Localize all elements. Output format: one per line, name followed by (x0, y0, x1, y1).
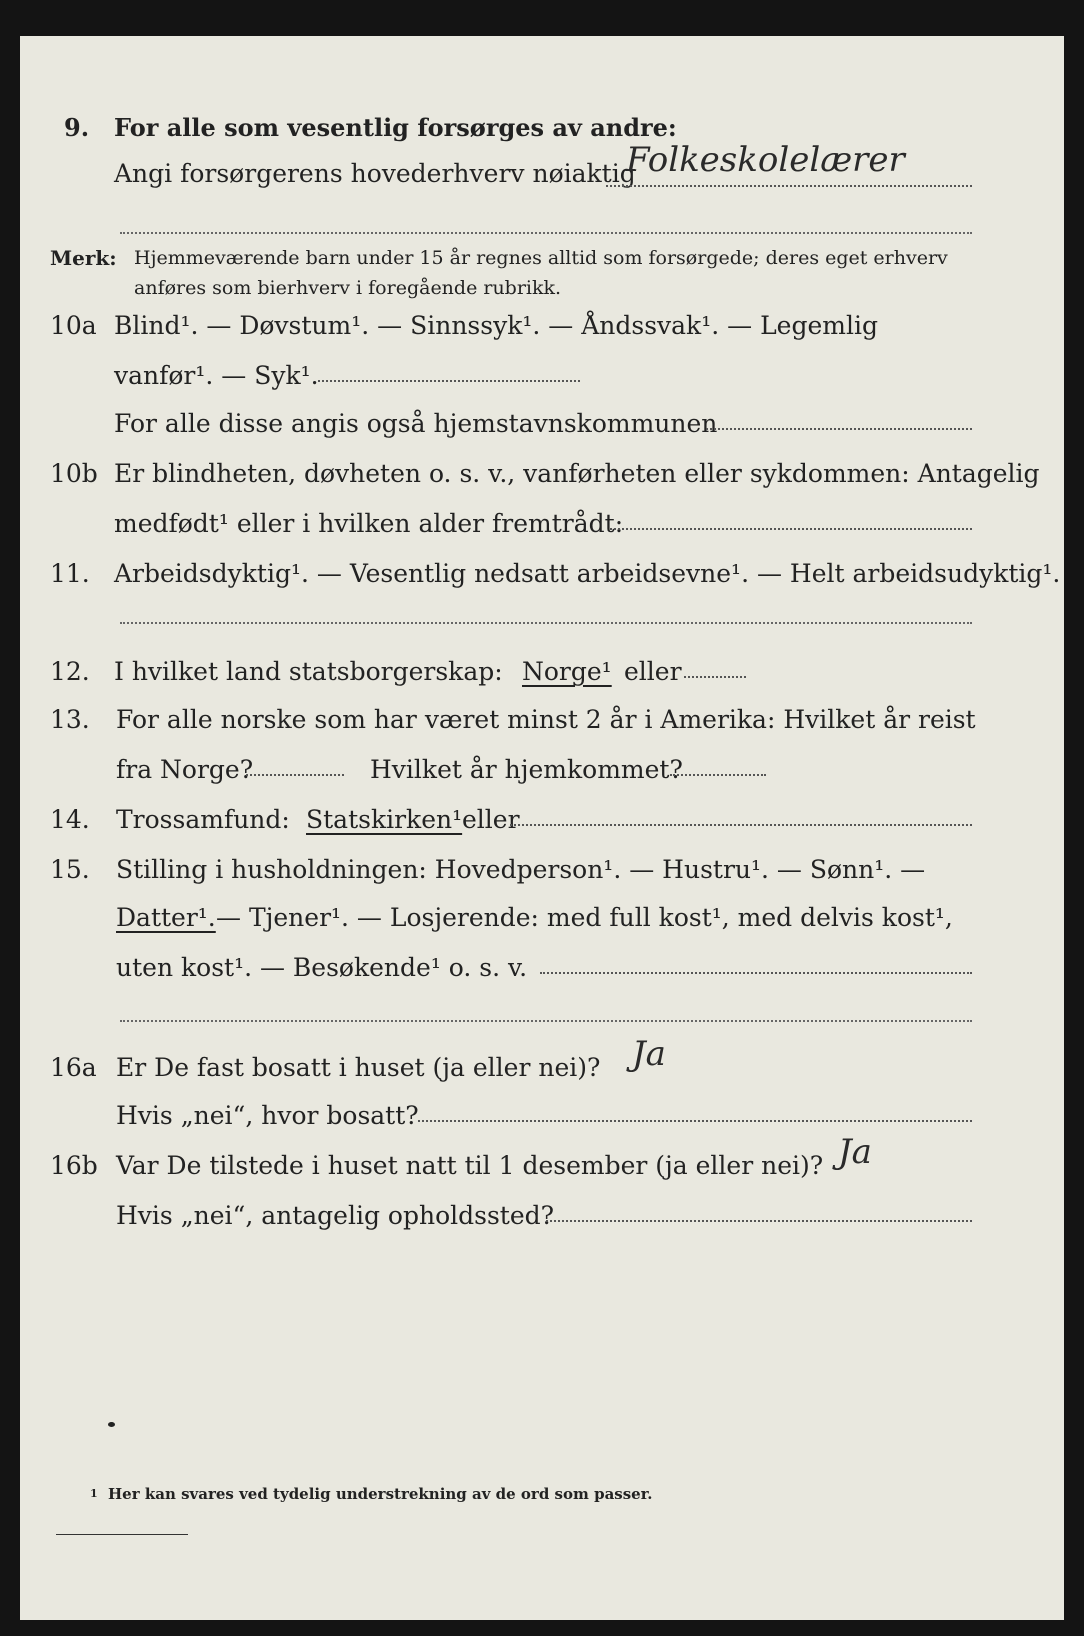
question-text: Blind¹. — Døvstum¹. — Sinnssyk¹. — Åndssvak¹. — Legemlig (114, 311, 878, 340)
question-text: For alle disse angis også hjemstavnskommunen (114, 409, 718, 438)
question-text: fra Norge? (116, 755, 254, 784)
question-text: uten kost¹. — Besøkende¹ o. s. v. (116, 953, 528, 982)
answer-line (546, 1220, 972, 1222)
blank-answer-line (120, 1020, 972, 1022)
ink-mark (108, 1422, 115, 1427)
question-text: Er De fast bosatt i huset (ja eller nei)? (116, 1053, 601, 1082)
question-text: Trossamfund: (116, 805, 290, 834)
question-text: eller (624, 657, 682, 686)
question-number: 10a (50, 311, 97, 340)
question-number: 15. (50, 855, 90, 884)
question-text: Er blindheten, døvheten o. s. v., vanførheten eller sykdommen: Antagelig (114, 459, 1040, 488)
question-text: Arbeidsdyktig¹. — Vesentlig nedsatt arbeidsevne¹. — Helt arbeidsudyktig¹. (114, 559, 1061, 588)
handwritten-answer: Ja (632, 1034, 666, 1074)
question-text: vanfør¹. — Syk¹. (114, 361, 319, 390)
footnote-marker: 1 (90, 1487, 98, 1500)
answer-line (510, 824, 972, 826)
question-number: 10b (50, 459, 98, 488)
question-text: I hvilket land statsborgerskap: (114, 657, 503, 686)
question-text: Hvis „nei“, antagelig opholdssted? (116, 1201, 555, 1230)
blank-answer-line (120, 622, 972, 624)
question-number: 11. (50, 559, 90, 588)
question-number: 16b (50, 1151, 98, 1180)
note-text: Hjemmeværende barn under 15 år regnes alltid som forsørgede; deres eget erhverv (134, 247, 948, 269)
question-text: For alle norske som har været minst 2 år i Amerika: Hvilket år reist (116, 705, 976, 734)
question-text: eller (462, 805, 520, 834)
answer-line (318, 380, 580, 382)
question-text: Stilling i husholdningen: Hovedperson¹. — Hustru¹. — Sønn¹. — (116, 855, 926, 884)
question-text: — Tjener¹. — Losjerende: med full kost¹, med delvis kost¹, (216, 903, 953, 932)
answer-line (606, 185, 972, 187)
question-number: 14. (50, 805, 90, 834)
question-number: 16a (50, 1053, 97, 1082)
selected-option: Statskirken¹ (306, 805, 463, 834)
selected-option: Norge¹ (522, 657, 612, 686)
answer-line (246, 774, 344, 776)
note-text: anføres som bierhverv i foregående rubrikk. (134, 277, 562, 299)
answer-line (418, 1120, 972, 1122)
handwritten-answer: Folkeskolelærer (626, 140, 905, 180)
question-text: Hvis „nei“, hvor bosatt? (116, 1101, 419, 1130)
answer-line (684, 676, 746, 678)
answer-line (610, 528, 972, 530)
answer-line (670, 774, 766, 776)
selected-option: Datter¹. (116, 903, 216, 932)
question-number: 13. (50, 705, 90, 734)
question-number: 9. (64, 113, 90, 142)
footnote-divider (56, 1534, 188, 1535)
question-text: Hvilket år hjemkommet? (370, 755, 683, 784)
question-text: Var De tilstede i huset natt til 1 desember (ja eller nei)? (116, 1151, 824, 1180)
question-text: medfødt¹ eller i hvilken alder fremtrådt: (114, 509, 624, 538)
blank-answer-line (120, 232, 972, 234)
answer-line (706, 428, 972, 430)
handwritten-answer: Ja (838, 1132, 872, 1172)
census-form-page (20, 36, 1064, 1620)
answer-line (540, 972, 972, 974)
question-text: For alle som vesentlig forsørges av andre: (114, 113, 677, 142)
question-number: 12. (50, 657, 90, 686)
question-text: Angi forsørgerens hovederhverv nøiaktig (114, 159, 636, 188)
footnote-text: Her kan svares ved tydelig understrekning av de ord som passer. (108, 1485, 653, 1503)
note-label: Merk: (50, 246, 117, 270)
